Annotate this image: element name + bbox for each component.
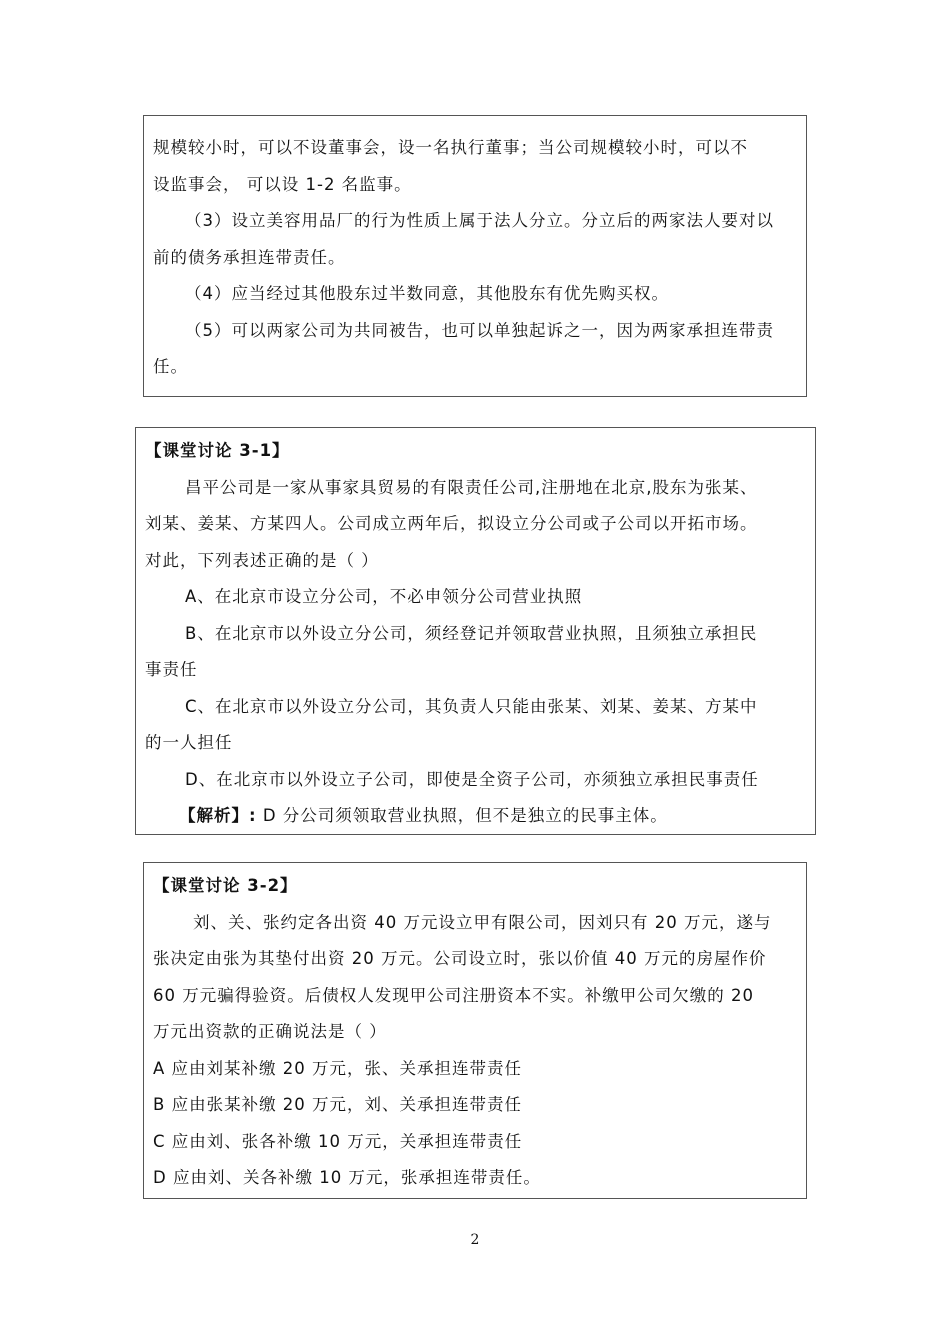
analysis-text: D 分公司须领取营业执照，但不是独立的民事主体。 <box>256 806 668 825</box>
page-number: 2 <box>470 1232 480 1248</box>
question-line: 万元出资款的正确说法是（ ） <box>153 1022 387 1041</box>
text-line: 设监事会， 可以设 1-2 名监事。 <box>153 174 412 194</box>
discussion-3-1-box <box>135 427 816 835</box>
option-d: D、在北京市以外设立子公司，即使是全资子公司，亦须独立承担民事责任 <box>185 769 759 789</box>
text-line: 前的债务承担连带责任。 <box>153 247 346 267</box>
analysis <box>145 798 815 835</box>
question-line: 张决定由张为其垫付出资 20 万元。公司设立时，张以价值 40 万元的房屋作价 <box>153 949 767 968</box>
option-b: B 应由张某补缴 20 万元，刘、关承担连带责任 <box>153 1095 523 1114</box>
option-a: A 应由刘某补缴 20 万元，张、关承担连带责任 <box>153 1058 523 1078</box>
question-line: 刘某、姜某、方某四人。公司成立两年后，拟设立分公司或子公司以开拓市场。 <box>145 514 758 533</box>
question-line: 昌平公司是一家从事家具贸易的有限责任公司,注册地在北京,股东为张某、 <box>185 477 758 497</box>
discussion-title: 【课堂讨论 3-2】 <box>153 876 298 895</box>
question-line: 对此，下列表述正确的是（ ） <box>145 550 379 570</box>
option-c: C 应由刘、张各补缴 10 万元，关承担连带责任 <box>153 1131 523 1151</box>
option-c: C、在北京市以外设立分公司，其负责人只能由张某、刘某、姜某、方某中 <box>185 696 758 716</box>
answer-continuation-box <box>143 115 807 397</box>
text-line: （5）可以两家公司为共同被告，也可以单独起诉之一，因为两家承担连带责 <box>185 320 774 340</box>
option-b: B、在北京市以外设立分公司，须经登记并领取营业执照，且须独立承担民 <box>185 623 758 643</box>
analysis-label: 【解析】: <box>179 806 257 825</box>
option-d: D 应由刘、关各补缴 10 万元，张承担连带责任。 <box>153 1168 541 1187</box>
discussion-title: 【课堂讨论 3-1】 <box>145 441 290 460</box>
text-line: （4）应当经过其他股东过半数同意，其他股东有优先购买权。 <box>185 284 669 303</box>
text-line: 任。 <box>153 357 188 376</box>
option-c-cont: 的一人担任 <box>145 733 233 752</box>
text-line: 规模较小时，可以不设董事会，设一名执行董事；当公司规模较小时，可以不 <box>153 138 748 157</box>
question-line: 60 万元骗得验资。后债权人发现甲公司注册资本不实。补缴甲公司欠缴的 20 <box>153 985 754 1005</box>
option-b-cont: 事责任 <box>145 660 198 679</box>
option-a: A、在北京市设立分公司，不必申领分公司营业执照 <box>185 587 583 606</box>
discussion-3-2-box <box>143 862 807 1199</box>
text-line: （3）设立美容用品厂的行为性质上属于法人分立。分立后的两家法人要对以 <box>185 211 774 230</box>
question-line: 刘、关、张约定各出资 40 万元设立甲有限公司，因刘只有 20 万元，遂与 <box>193 912 772 932</box>
